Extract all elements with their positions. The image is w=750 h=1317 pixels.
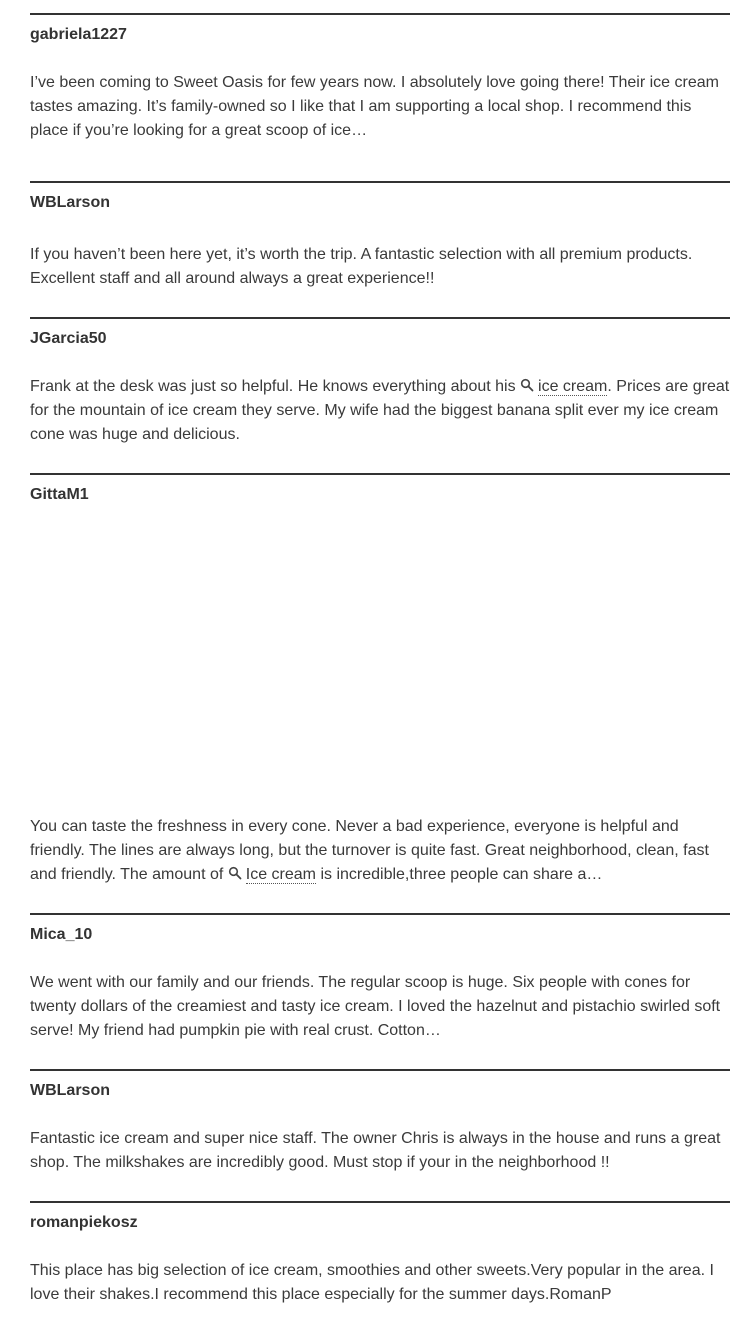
review-text: If you haven’t been here yet, it’s worth the trip. A fantastic selection with all premium products. Excellent staff and all around always a great experience!!	[30, 246, 693, 287]
keyword-link[interactable]	[520, 378, 607, 395]
review-text-start: You can taste the freshness in every cone. Never a bad experience, everyone is helpful and friendly. The lines are always long, but the turnover is quite fast. Great neighborhood, clean, fast and friendly. The amount of	[30, 818, 709, 883]
review-divider	[30, 913, 730, 915]
search-icon	[228, 866, 242, 880]
review-text	[30, 375, 730, 447]
review-text-end: is incredible,three people can share a…	[316, 866, 603, 883]
review-text-end: . Prices are great for the mountain of ice cream they serve. My wife had the biggest banana split ever my ice cream cone was huge and delicious.	[30, 378, 730, 443]
review-text-start: Frank at the desk was just so helpful. He knows everything about his	[30, 378, 521, 395]
review-author: WBLarson	[30, 194, 110, 211]
review-divider	[30, 317, 730, 319]
review-author: GittaM1	[30, 486, 89, 503]
review-divider	[30, 181, 730, 183]
review-author: romanpiekosz	[30, 1214, 138, 1231]
search-icon	[520, 378, 534, 392]
review-divider	[30, 473, 730, 475]
review-author: Mica_10	[30, 926, 93, 943]
review-divider	[30, 13, 730, 15]
review-text: Fantastic ice cream and super nice staff. The owner Chris is always in the house and runs a great shop. The milkshakes are incredibly good. Must stop if your in the neighborhood !!	[30, 1130, 721, 1171]
review-author: gabriela1227	[30, 26, 127, 43]
review-divider	[30, 1069, 730, 1071]
review-author: JGarcia50	[30, 330, 107, 347]
keyword-link[interactable]	[228, 866, 316, 883]
keyword-link-label[interactable]: ice cream	[538, 378, 608, 395]
review-text: I’ve been coming to Sweet Oasis for few years now. I absolutely love going there! Their ice cream tastes amazing. It’s family-owned so I like that I am supporting a local shop. I recommend this place if you’re looking for a great scoop of ice…	[30, 74, 719, 139]
keyword-link-label[interactable]: Ice cream	[245, 866, 316, 883]
review-text: This place has big selection of ice cream, smoothies and other sweets.Very popular in the area. I love their shakes.I recommend this place especially for the summer days.RomanP	[30, 1262, 714, 1303]
review-divider	[30, 1201, 730, 1203]
review-text	[30, 815, 730, 887]
review-text: We went with our family and our friends. The regular scoop is huge. Six people with cones for twenty dollars of the creamiest and tasty ice cream. I loved the hazelnut and pistachio swirled soft serve! My friend had pumpkin pie with real crust. Cotton…	[30, 974, 721, 1039]
review-author: WBLarson	[30, 1082, 110, 1099]
